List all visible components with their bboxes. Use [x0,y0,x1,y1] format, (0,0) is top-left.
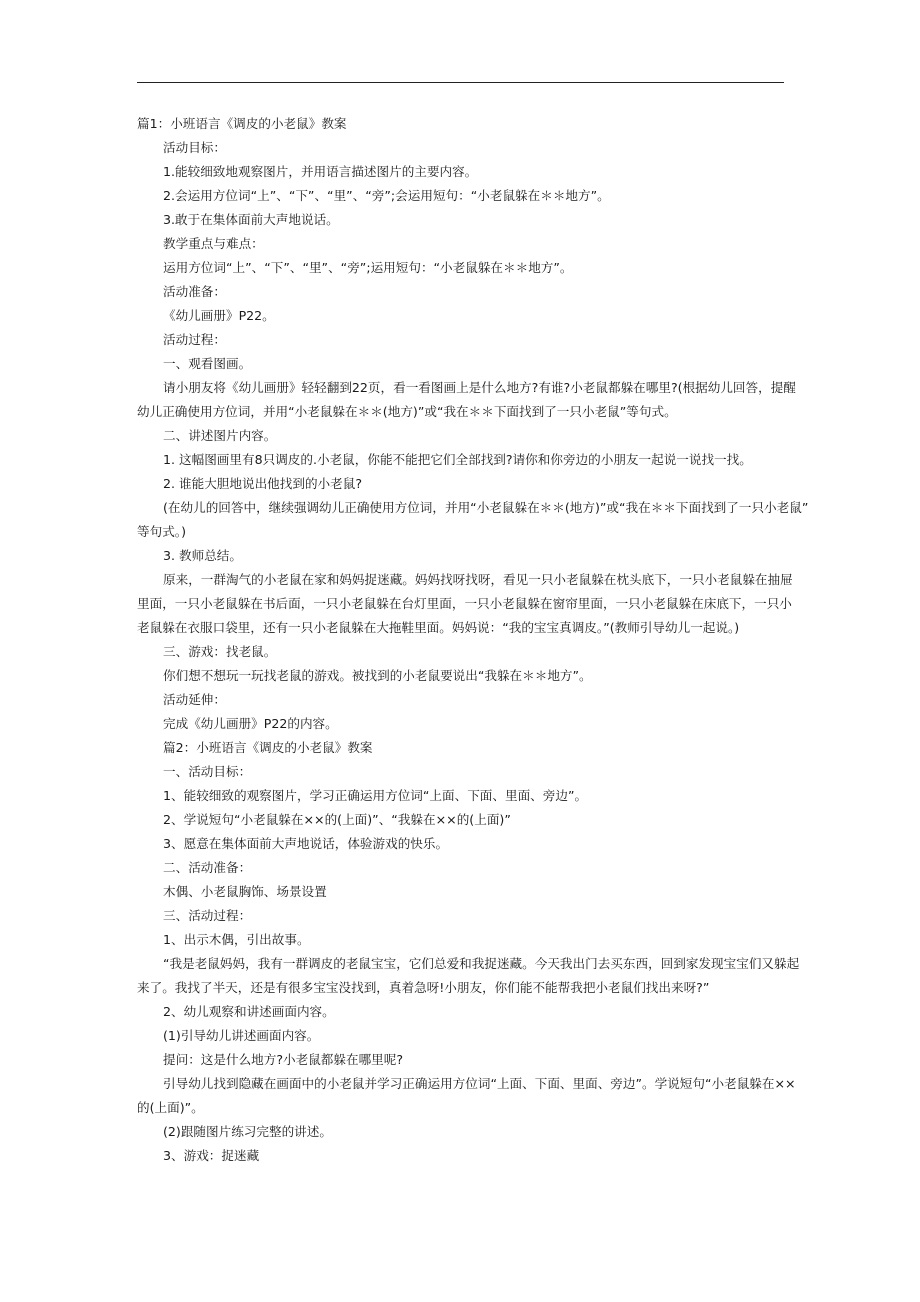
text-line: 二、活动准备： [163,860,252,875]
text-line: (在幼儿的回答中，继续强调幼儿正确使用方位词，并用“小老鼠躲在＊＊(地方)”或“我在＊＊下面找到了一只小老鼠” [163,500,809,515]
text-line: 2、学说短句“小老鼠躲在××的(上面)”、“我躲在××的(上面)” [163,812,511,827]
text-line: 1、能较细致的观察图片，学习正确运用方位词“上面、下面、里面、旁边”。 [163,788,588,803]
text-line: (2)跟随图片练习完整的讲述。 [163,1124,332,1139]
text-line: 老鼠躲在衣服口袋里，还有一只小老鼠躲在大拖鞋里面。妈妈说：“我的宝宝真调皮。”(教师引导幼儿一起说。) [137,620,740,635]
text-line: 活动目标： [163,140,226,155]
text-line: 引导幼儿找到隐藏在画面中的小老鼠并学习正确运用方位词“上面、下面、里面、旁边”。学说短句“小老鼠躲在×× [163,1076,796,1091]
text-line: 二、讲述图片内容。 [163,428,277,443]
text-line: 一、活动目标： [163,764,252,779]
text-line: 等句式。) [137,524,186,539]
text-line: 3、游戏：捉迷藏 [163,1148,260,1163]
text-line: 三、游戏：找老鼠。 [163,644,277,659]
text-line: (1)引导幼儿讲述画面内容。 [163,1028,320,1043]
text-line: 教学重点与难点： [163,236,264,251]
text-line: 木偶、小老鼠胸饰、场景设置 [163,884,327,899]
text-line: 来了。我找了半天，还是有很多宝宝没找到，真着急呀!小朋友，你们能不能帮我把小老鼠们找出来呀?” [137,980,710,995]
text-line: 活动延伸： [163,692,226,707]
text-line: 1、出示木偶，引出故事。 [163,932,310,947]
text-line: 3. 教师总结。 [163,548,242,563]
text-line: 的(上面)”。 [137,1100,204,1115]
text-line: 2. 谁能大胆地说出他找到的小老鼠? [163,476,363,491]
text-line: 里面，一只小老鼠躲在书后面，一只小老鼠躲在台灯里面，一只小老鼠躲在窗帘里面，一只小老鼠躲在床底下，一只小 [137,596,792,611]
document-body [137,112,809,1168]
text-line: 完成《幼儿画册》P22的内容。 [163,716,338,731]
text-line: 原来，一群淘气的小老鼠在家和妈妈捉迷藏。妈妈找呀找呀，看见一只小老鼠躲在枕头底下，一只小老鼠躲在抽屉 [163,572,793,587]
text-line: 2.会运用方位词“上”、“下”、“里”、“旁”;会运用短句：“小老鼠躲在＊＊地方”。 [163,188,610,203]
text-line: 请小朋友将《幼儿画册》轻轻翻到22页，看一看图画上是什么地方?有谁?小老鼠都躲在哪里?(根据幼儿回答，提醒 [163,380,796,395]
text-line: “我是老鼠妈妈，我有一群调皮的老鼠宝宝，它们总爱和我捉迷藏。今天我出门去买东西，回到家发现宝宝们又躲起 [163,956,800,971]
text-line: 活动过程： [163,332,226,347]
text-line: 提问：这是什么地方?小老鼠都躲在哪里呢? [163,1052,404,1067]
text-line: 篇1：小班语言《调皮的小老鼠》教案 [137,116,347,131]
text-line: 1.能较细致地观察图片，并用语言描述图片的主要内容。 [163,164,478,179]
text-line: 幼儿正确使用方位词，并用“小老鼠躲在＊＊(地方)”或“我在＊＊下面找到了一只小老鼠”等句式。 [137,404,677,419]
text-line: 一、观看图画。 [163,356,252,371]
text-line: 运用方位词“上”、“下”、“里”、“旁”;运用短句：“小老鼠躲在＊＊地方”。 [163,260,573,275]
header-rule [137,82,784,83]
text-line: 三、活动过程： [163,908,252,923]
text-line: 2、幼儿观察和讲述画面内容。 [163,1004,335,1019]
text-line: 1. 这幅图画里有8只调皮的.小老鼠，你能不能把它们全部找到?请你和你旁边的小朋友一起说一说找一找。 [163,452,752,467]
text-line: 3、愿意在集体面前大声地说话，体验游戏的快乐。 [163,836,449,851]
text-line: 《幼儿画册》P22。 [163,308,275,323]
text-line: 活动准备： [163,284,226,299]
text-line: 篇2：小班语言《调皮的小老鼠》教案 [163,740,373,755]
text-line: 你们想不想玩一玩找老鼠的游戏。被找到的小老鼠要说出“我躲在＊＊地方”。 [163,668,592,683]
text-line: 3.敢于在集体面前大声地说话。 [163,212,339,227]
